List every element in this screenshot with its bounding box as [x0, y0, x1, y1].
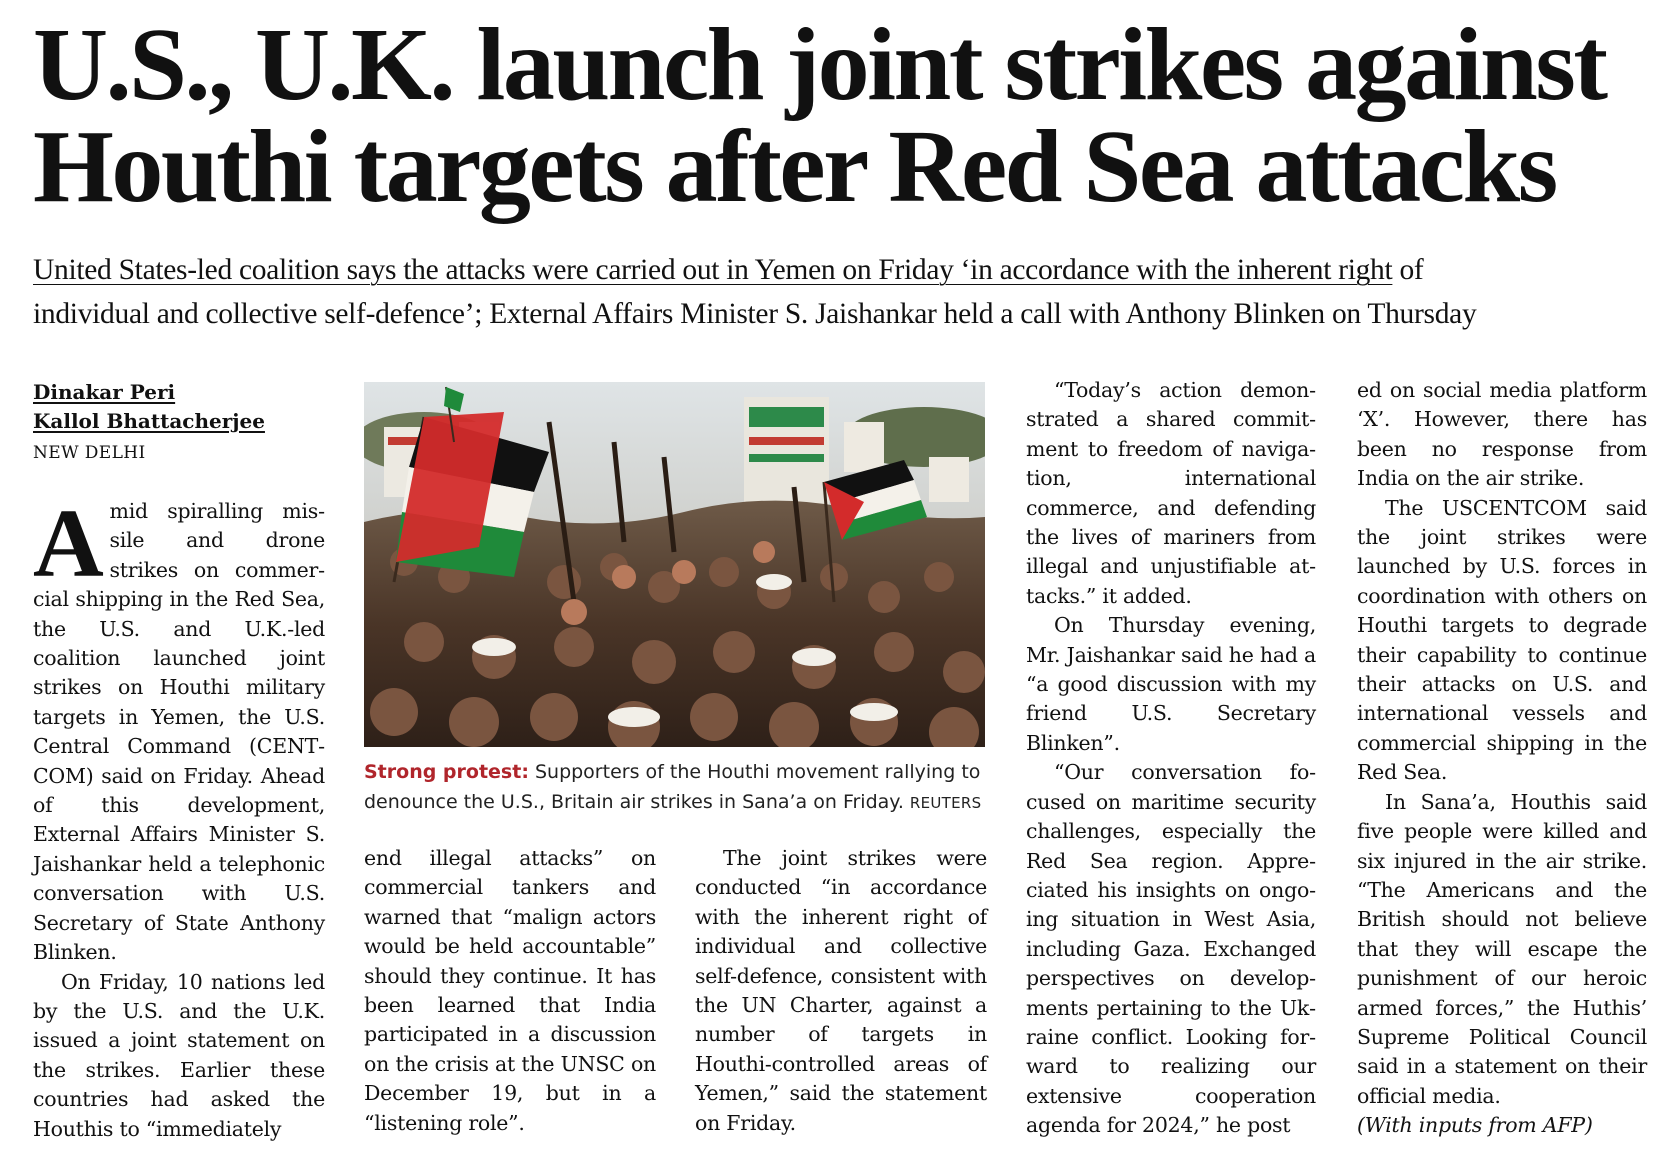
paragraph: end illegal attacks” on commercial tankers and warned that “malign actors would be held accountable” should they continue. It has been learned that India participated in a discussion on the crisis at the UNSC on December 19, but in a “listening role”. — [364, 846, 656, 1135]
paragraph: ed on social media platform ‘X’. However, there has been no response from India on the air strike. — [1357, 378, 1647, 491]
protest-photo-illustration — [364, 382, 985, 747]
source-credit: (With inputs from AFP) — [1357, 1113, 1593, 1138]
paragraph: “Today’s action demonstrated a shared commitment to freedom of navigation, international commerce, and defending the lives of mariners from illegal and unjustifiable attacks.” it added. — [1026, 378, 1316, 608]
article-column-1 — [33, 490, 325, 1144]
paragraph: In Sana’a, Houthis said five people were killed and six injured in the air strike. “The Americans and the British should not believe that they will escape the punishment of our heroic armed forces,” the Huthis’ Supreme Political Council said in a statement on their official media. — [1357, 789, 1647, 1108]
article-column-3 — [695, 844, 987, 1138]
paragraph-text: mid spiralling missile and drone strikes on commercial shipping in the Red Sea, the U.S. and U.K.-led coalition launched joint strikes on Houthi military targets in Yemen, the U.S. Central Command (CENTCOM) said on Friday. Ahead of this development, External Affairs Minister S. Jaishankar held a telephonic conversation with U.S. Secretary of State Anthony Blinken. — [33, 499, 325, 965]
deck-subheadline — [33, 248, 1643, 336]
paragraph: On Thursday evening, Mr. Jaishankar said he had a “a good discussion with my friend U.S. Secretary Blinken”. — [1026, 613, 1316, 755]
dateline: NEW DELHI — [33, 443, 146, 463]
deck-line-1-rest: of — [1392, 254, 1424, 286]
author-2: Kallol Bhattacherjee — [33, 409, 265, 433]
headline — [33, 7, 1643, 224]
protest-photo — [364, 382, 985, 747]
photo-credit: REUTERS — [909, 794, 982, 812]
byline — [33, 378, 333, 468]
paragraph: On Friday, 10 nations led by the U.S. and the U.K. issued a joint statement on the strikes. Earlier these countries had asked the Houthis to “immediately — [33, 969, 325, 1141]
drop-cap: A — [33, 490, 104, 598]
photo-caption — [364, 757, 989, 818]
article-column-2 — [364, 844, 656, 1138]
caption-lead: Strong protest: — [364, 761, 529, 783]
deck-line-2: individual and collective self-defence’; External Affairs Minister S. Jaishankar held a call with Anthony Blinken on Thursday — [33, 298, 1477, 330]
article-column-4 — [1026, 376, 1316, 1141]
paragraph: The joint strikes were conducted “in accordance with the inherent right of individual and collective self-defence, consistent with the UN Charter, against a number of targets in Houthi-controlled areas of Yemen,” said the statement on Friday. — [695, 846, 987, 1135]
headline-line-1: U.S., U.K. launch joint strikes against — [33, 7, 1606, 122]
caption-text: Supporters of the Houthi movement rallying to denounce the U.S., Britain air strikes in Sana’a on Friday. — [364, 761, 981, 813]
deck-line-1-underlined: United States-led coalition says the attacks were carried out in Yemen on Friday ‘in accordance with the inherent right — [33, 254, 1393, 286]
author-1: Dinakar Peri — [33, 380, 176, 404]
paragraph: “Our conversation focused on maritime security challenges, especially the Red Sea region. Appreciated his insights on ongoing situation in West Asia, including Gaza. Exchanged perspectives on developments pertaining to the Ukraine conflict. Looking forward to realizing our extensive cooperation agenda for 2024,” he post — [1026, 760, 1316, 1138]
deck-line-1 — [33, 248, 1643, 292]
headline-line-2: Houthi targets after Red Sea attacks — [33, 109, 1556, 224]
paragraph: The USCENTCOM said the joint strikes were launched by U.S. forces in coordination with others on Houthi targets to degrade their capability to continue their attacks on U.S. and international vessels and commercial shipping in the Red Sea. — [1357, 495, 1647, 785]
paragraph — [33, 490, 325, 968]
article-column-5 — [1357, 376, 1647, 1141]
